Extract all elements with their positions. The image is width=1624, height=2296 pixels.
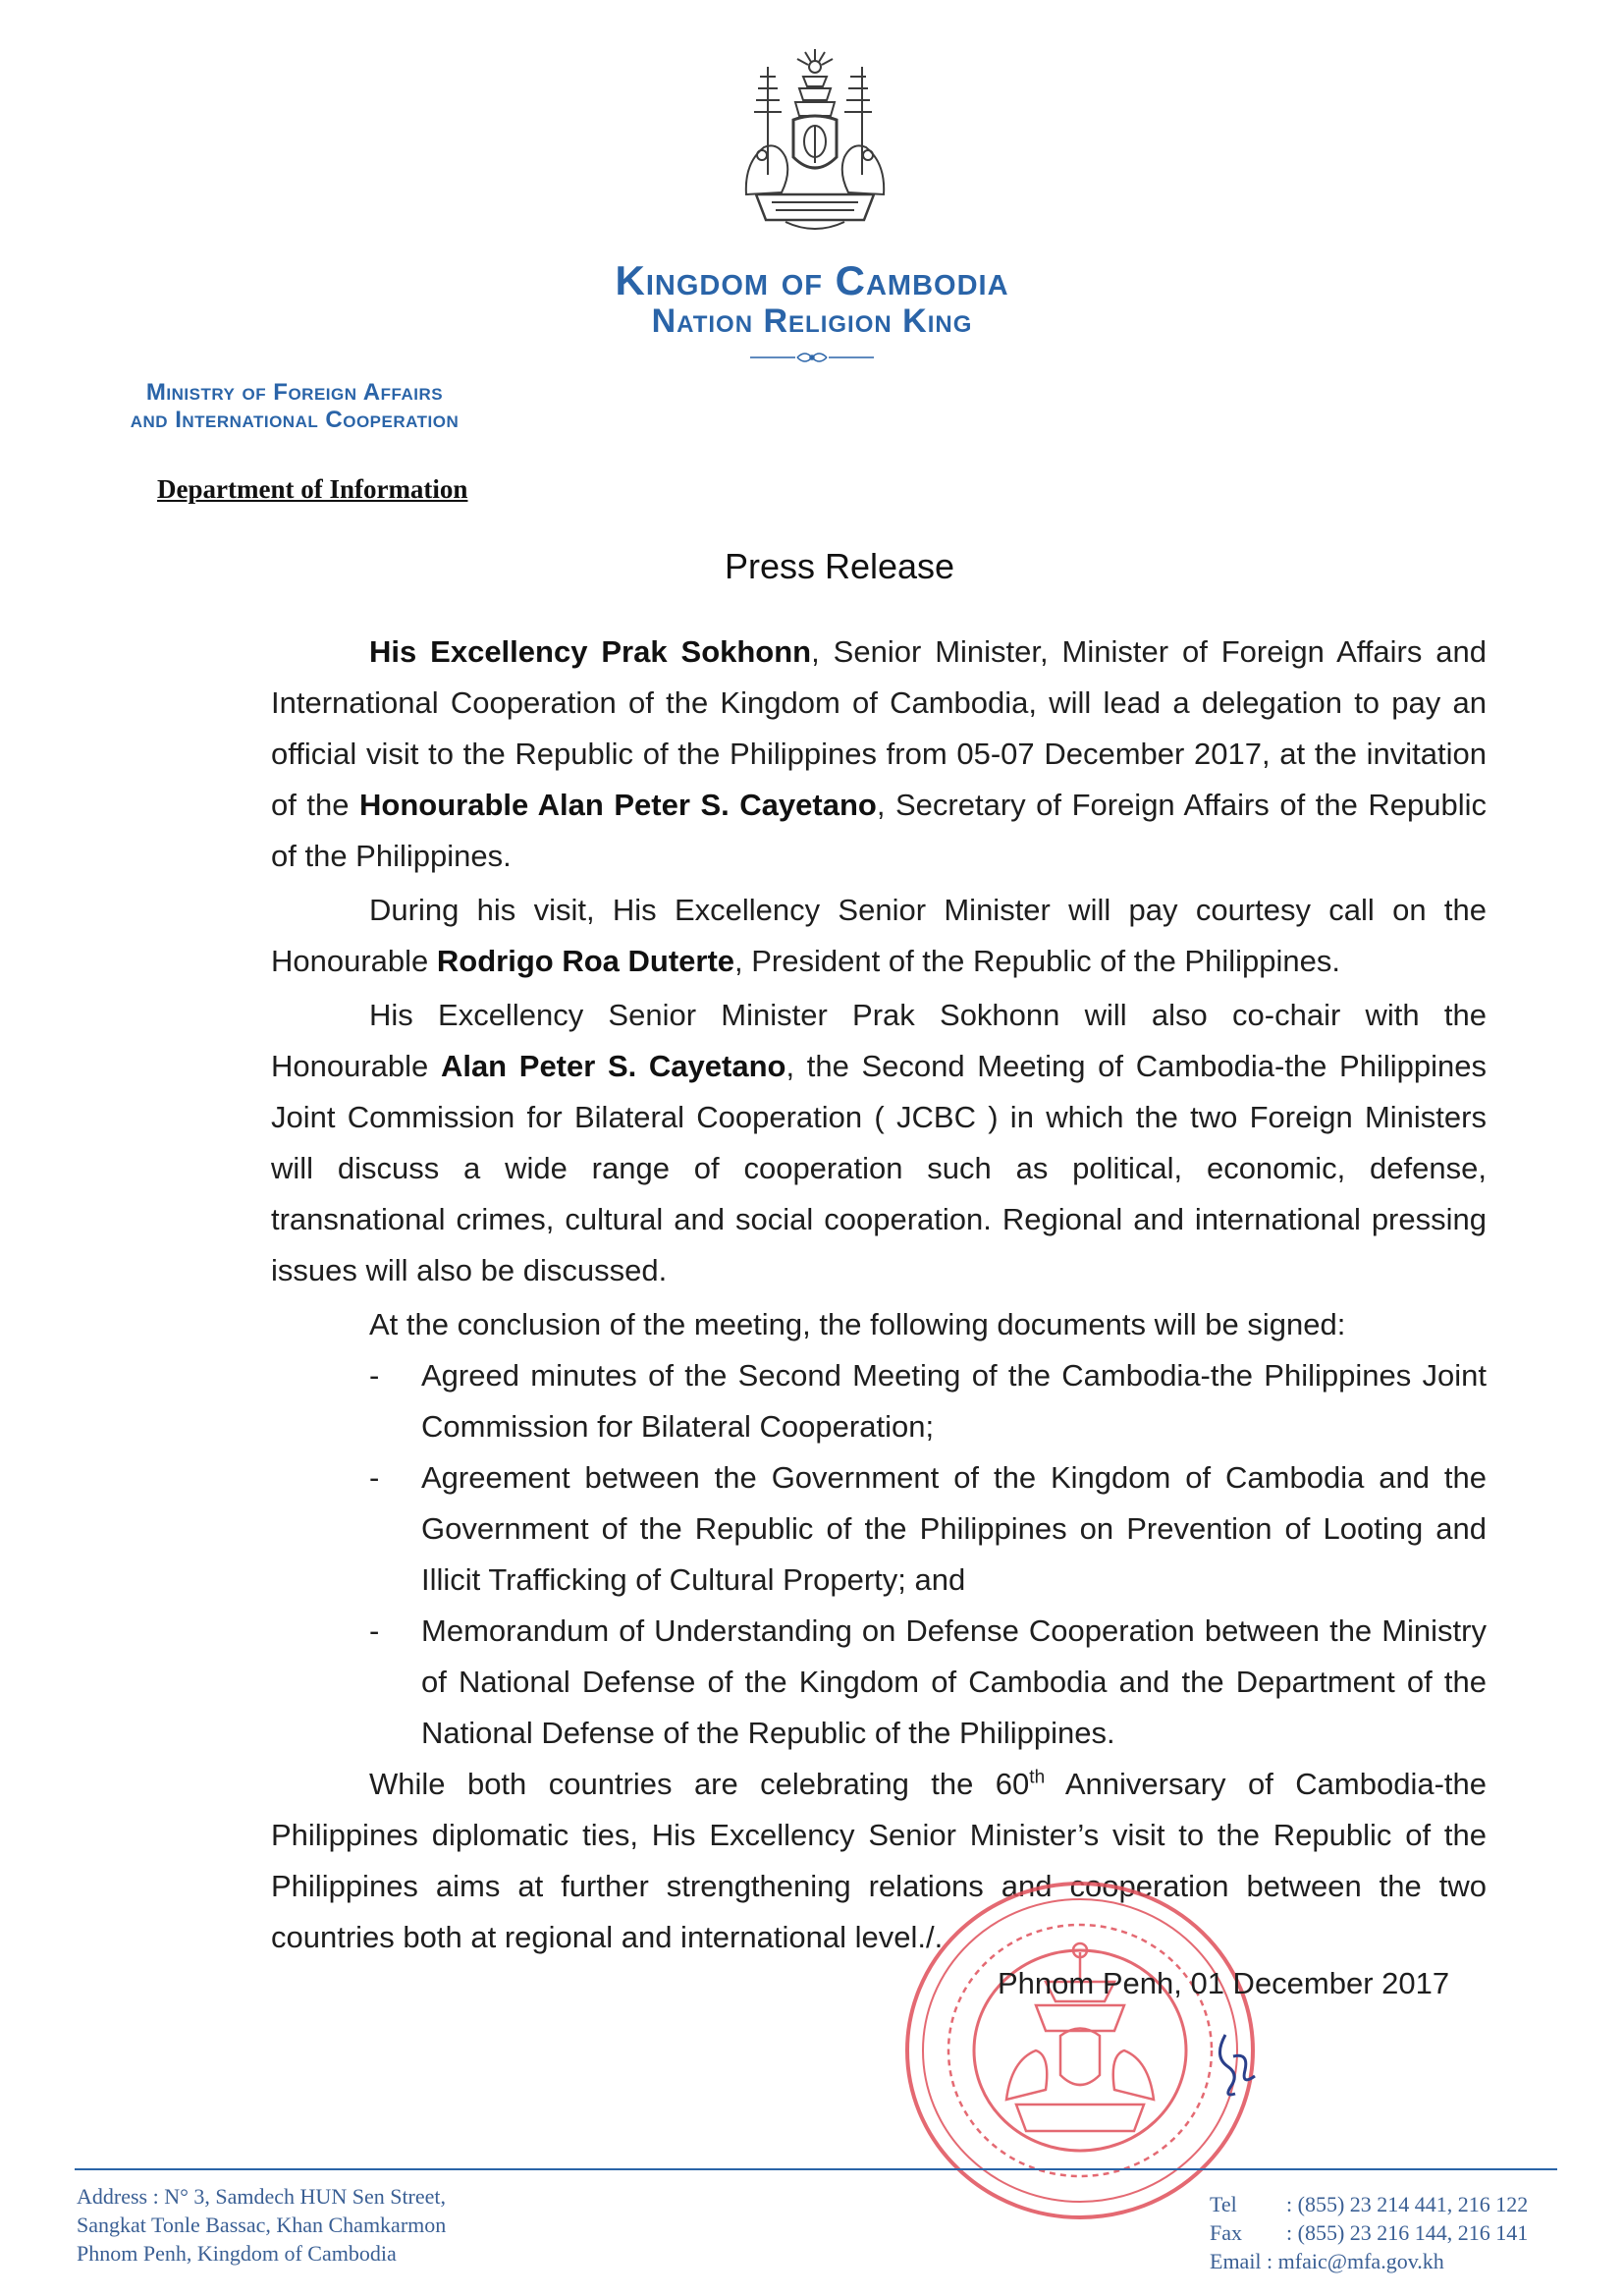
department-heading: Department of Information (157, 474, 468, 504)
coat-of-arms-emblem (717, 47, 913, 244)
address-line: Sangkat Tonle Bassac, Khan Chamkarmon (77, 2213, 447, 2237)
list-item: - Agreed minutes of the Second Meeting of the Cambodia-the Philippines Joint Commission for Bilateral Cooperation; (369, 1358, 1487, 1444)
dignitary-name: Alan Peter S. Cayetano (440, 1049, 786, 1083)
fax-row: Fax : (855) 23 216 144, 216 141 (1210, 2220, 1529, 2245)
ministry-name-line1: Ministry of Foreign Affairs (145, 379, 444, 406)
address-line: Address : N° 3, Samdech HUN Sen Street, (77, 2184, 447, 2209)
footer-address (77, 2182, 446, 2268)
ministry-name-line2: and International Cooperation (130, 407, 460, 433)
footer-divider (75, 2168, 1557, 2170)
kingdom-title: Kingdom of Cambodia (615, 257, 1009, 303)
document-title: Press Release (724, 546, 955, 586)
header-ornament (748, 349, 876, 366)
address-line: Phnom Penh, Kingdom of Cambodia (77, 2241, 397, 2266)
paragraph-5: While both countries are celebrating the 60th Anniversary of Cambodia-the Philippines diplomatic ties, His Excellency Senior Minister’s visit to the Republic of the Philippines aims at further strengthening relations and cooperation between the two countries both at regional and international level./. (271, 1767, 1487, 1954)
email-row: Email : mfaic@mfa.gov.kh (1210, 2249, 1444, 2273)
dignitary-name: Rodrigo Roa Duterte (436, 944, 735, 978)
documents-list (271, 1350, 1487, 1759)
footer-contacts (1210, 2190, 1528, 2275)
tel-row: Tel : (855) 23 214 441, 216 122 (1210, 2192, 1529, 2216)
paragraph-3: His Excellency Senior Minister Prak Sokhonn will also co-chair with the Honourable Alan Peter S. Cayetano, the Second Meeting of Cambodia-the Philippines Joint Commission for Bilateral Cooperation ( JCBC ) in which the two Foreign Ministers will discuss a wide range of cooperation such as political, economic, defense, transnational crimes, cultural and social cooperation. Regional and international pressing issues will also be discussed. (271, 998, 1487, 1287)
dignitary-name: His Excellency Prak Sokhonn (369, 634, 812, 669)
paragraph-4: At the conclusion of the meeting, the following documents will be signed: (369, 1307, 1346, 1341)
dignitary-name: Honourable Alan Peter S. Cayetano (359, 788, 877, 822)
end-mark: /. (925, 1920, 944, 1954)
paragraph-2: During his visit, His Excellency Senior Minister will pay courtesy call on the Honourable Rodrigo Roa Duterte, President of the Republic of the Philippines. (271, 893, 1487, 978)
press-release-body (271, 627, 1487, 1963)
kingdom-motto: Nation Religion King (651, 302, 973, 340)
list-item: - Agreement between the Government of the Kingdom of Cambodia and the Government of the Republic of the Philippines on Prevention of Looting and Illicit Trafficking of Cultural Property; and (369, 1460, 1487, 1597)
signature-mark (1206, 2027, 1265, 2102)
list-item: - Memorandum of Understanding on Defense Cooperation between the Ministry of National Defense of the Kingdom of Cambodia and the Department of the National Defense of the Republic of the Philippines. (369, 1613, 1487, 1750)
date-line: Phnom Penh, 01 December 2017 (998, 1966, 1450, 2000)
paragraph-1: His Excellency Prak Sokhonn, Senior Minister, Minister of Foreign Affairs and International Cooperation of the Kingdom of Cambodia, will lead a delegation to pay an official visit to the Republic of the Philippines from 05-07 December 2017, at the invitation of the Honourable Alan Peter S. Cayetano, Secretary of Foreign Affairs of the Republic of the Philippines. (271, 634, 1488, 873)
